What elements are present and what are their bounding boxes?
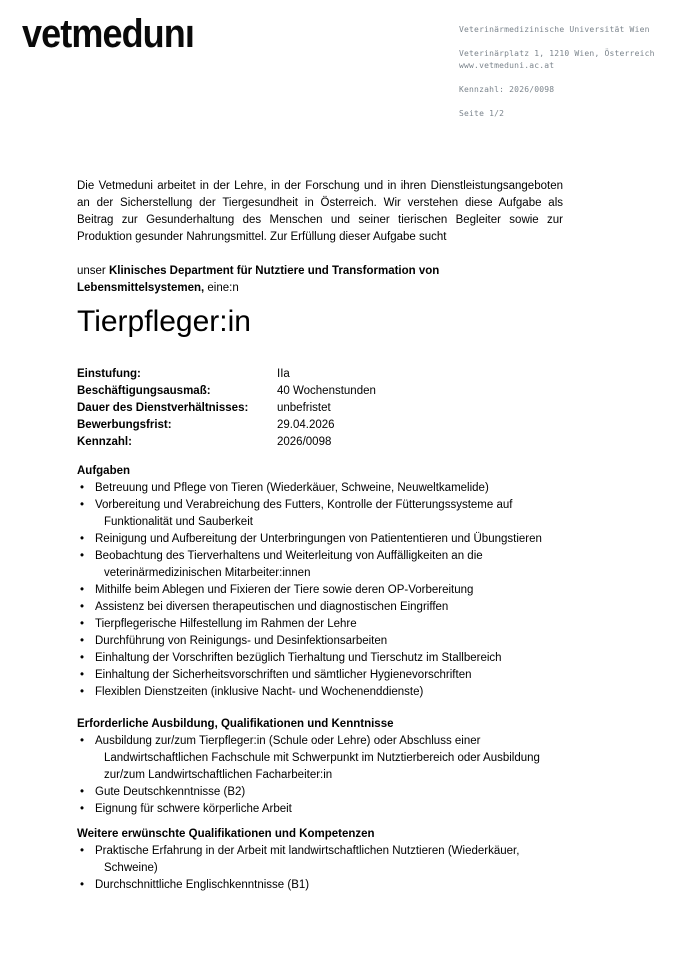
section-aufgaben [77,463,563,701]
bullet-line: • Flexiblen Dienstzeiten (inklusive Nacht- und Wochenenddienste) [95,686,424,698]
bullet-line: • Durchführung von Reinigungs- und Desinfektionsarbeiten [95,635,388,647]
bullet-line: • Mithilfe beim Ablegen und Fixieren der Tiere sowie deren OP-Vorbereitung [95,584,474,596]
bullet-line: • Reinigung und Aufbereitung der Unterbringungen von Patiententieren und Übungstieren [95,533,542,545]
vetmeduni-logo: vetmedunı [22,12,194,56]
document-body [77,178,563,894]
org-address: Veterinärplatz 1, 1210 Wien, Österreich [459,49,655,58]
detail-value: 2026/0098 [277,436,332,448]
bullet-item [77,480,563,497]
department-line [77,263,563,280]
section-heading: Erforderliche Ausbildung, Qualifikationen und Kenntnisse [77,718,394,730]
intro-line: Die Vetmeduni arbeitet in der Lehre, in der Forschung und in ihren Dienstleistungsangeboten [77,180,563,192]
section-erforderliche-ausbildung [77,716,563,818]
section-heading: Weitere erwünschte Qualifikationen und Kompetenzen [77,828,375,840]
bullet-item [77,582,563,599]
bullet-item [77,616,563,633]
bullet-item [77,843,563,877]
bullet-item [77,801,563,818]
detail-value: 29.04.2026 [277,419,335,431]
intro-paragraph [77,178,563,246]
bullet-line: • Betreuung und Pflege von Tieren (Wiederkäuer, Schweine, Neuweltkamelide) [95,482,489,494]
bullet-item [77,633,563,650]
bullet-line: • Einhaltung der Vorschriften bezüglich Tierhaltung und Tierschutz im Stallbereich [95,652,502,664]
intro-line: an der Sicherstellung der Tiergesundheit in Österreich. Wir verstehen diese Aufgabe als [77,197,563,209]
bullet-line: Landwirtschaftlichen Fachschule mit Schwerpunkt im Nutztierbereich oder Ausbildung [104,752,540,764]
detail-row [77,417,563,434]
bullet-line: • Einhaltung der Sicherheitsvorschriften und sämtlicher Hygienevorschriften [95,669,472,681]
bullet-item [77,667,563,684]
bullet-line: • Ausbildung zur/zum Tierpfleger:in (Schule oder Lehre) oder Abschluss einer [95,735,481,747]
bullet-item [77,497,563,531]
department-name-part1: Klinisches Department für Nutztiere und Transformation von [108,265,440,277]
bullet-item [77,784,563,801]
job-details-table [77,366,563,451]
department-prefix: unser [77,265,109,277]
bullet-line: Schweine) [104,862,158,874]
job-title: Tierpfleger:in [77,305,251,338]
bullet-item [77,650,563,667]
detail-row [77,366,563,383]
detail-value: 40 Wochenstunden [277,385,376,397]
org-website: www.vetmeduni.ac.at [459,61,555,70]
bullet-line: • Tierpflegerische Hilfestellung im Rahmen der Lehre [95,618,357,630]
org-name: Veterinärmedizinische Universität Wien [459,25,650,34]
bullet-item [77,877,563,894]
bullet-line: Funktionalität und Sauberkeit [104,516,253,528]
detail-label: Bewerbungsfrist: [77,419,172,431]
bullet-line: • Praktische Erfahrung in der Arbeit mit landwirtschaftlichen Nutztieren (Wiederkäuer, [95,845,520,857]
department-paragraph [77,263,563,297]
intro-line: Beitrag zur Gesunderhaltung des Menschen und seiner tierischen Begleiter sowie zur [77,214,563,226]
detail-label: Beschäftigungsausmaß: [77,385,211,397]
detail-label: Dauer des Dienstverhältnisses: [77,402,249,414]
kennzahl-line: Kennzahl: 2026/0098 [459,85,555,94]
bullet-line: • Gute Deutschkenntnisse (B2) [95,786,246,798]
bullet-line: veterinärmedizinischen Mitarbeiter:innen [104,567,311,579]
page-number: Seite 1/2 [459,109,505,118]
section-weitere-qualifikationen [77,826,563,894]
detail-label: Kennzahl: [77,436,132,448]
department-suffix: eine:n [204,282,239,294]
bullet-line: • Beobachtung des Tierverhaltens und Weiterleitung von Auffälligkeiten an die [95,550,483,562]
bullet-line: • Vorbereitung und Verabreichung des Futters, Kontrolle der Fütterungssysteme auf [95,499,513,511]
detail-value: IIa [277,368,290,380]
bullet-item [77,599,563,616]
bullet-line: • Durchschnittliche Englischkenntnisse (B1) [95,879,310,891]
detail-row [77,383,563,400]
bullet-item [77,548,563,582]
intro-line: Produktion gesunder Nahrungsmittel. Zur Erfüllung dieser Aufgabe sucht [77,231,447,243]
detail-row [77,434,563,451]
bullet-item [77,531,563,548]
header-meta [459,24,655,132]
bullet-item [77,733,563,784]
bullet-item [77,684,563,701]
bullet-line: zur/zum Landwirtschaftlichen Facharbeiter:in [104,769,333,781]
department-line [77,280,563,297]
detail-row [77,400,563,417]
bullet-line: • Assistenz bei diversen therapeutischen und diagnostischen Eingriffen [95,601,449,613]
department-name-part2: Lebensmittelsystemen, [77,282,205,294]
detail-value: unbefristet [277,402,331,414]
detail-label: Einstufung: [77,368,141,380]
section-heading: Aufgaben [77,465,131,477]
bullet-line: • Eignung für schwere körperliche Arbeit [95,803,292,815]
